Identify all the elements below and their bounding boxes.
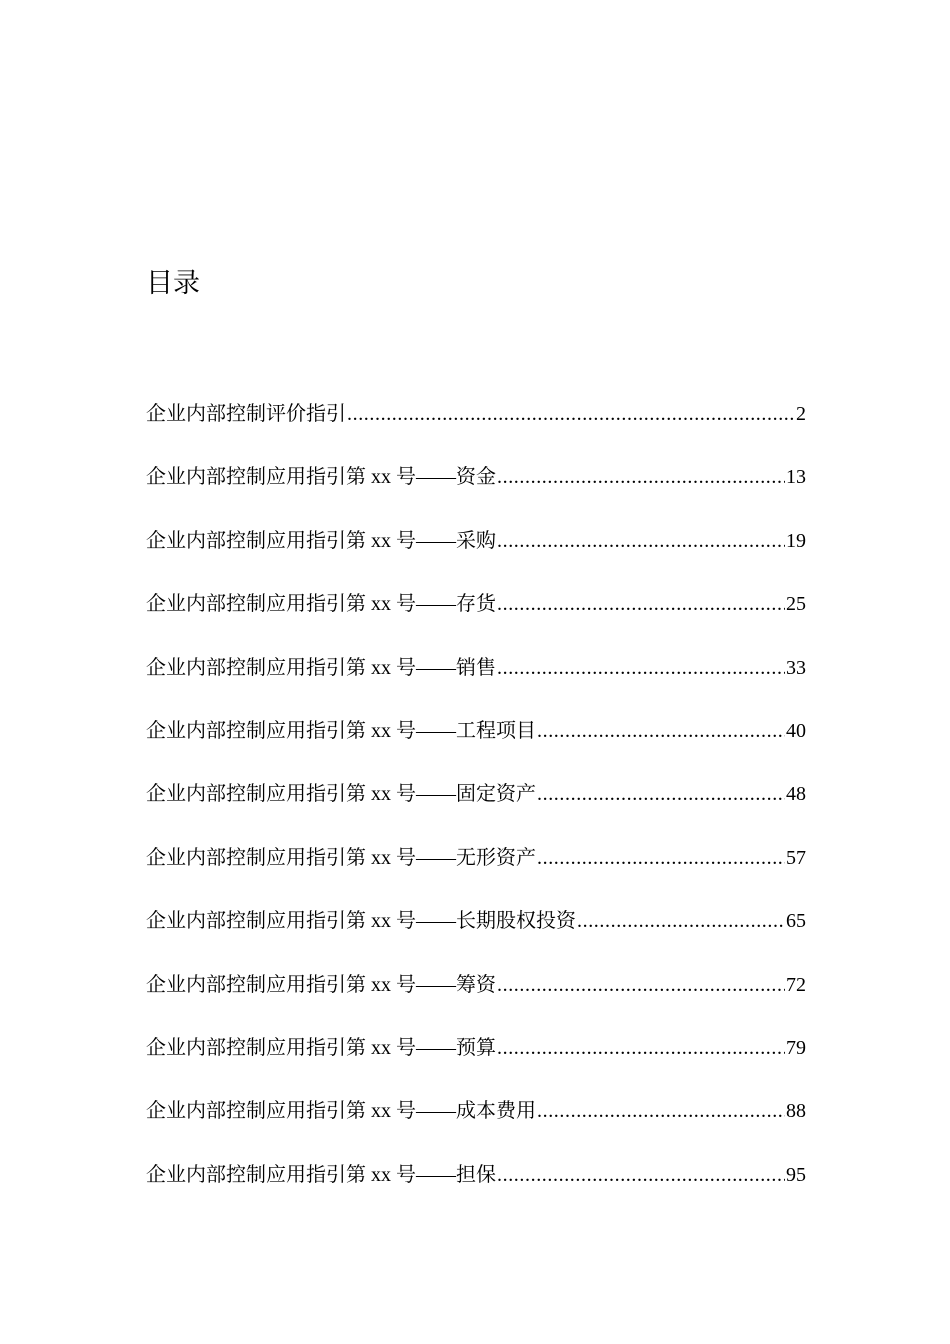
toc-entry-page: 25 <box>786 593 806 616</box>
toc-entry-page: 13 <box>786 466 806 489</box>
toc-entry-title: 企业内部控制应用指引第 xx 号——存货 <box>146 593 496 616</box>
dot-leader <box>537 840 785 876</box>
toc-entry-title: 企业内部控制应用指引第 xx 号——预算 <box>146 1036 496 1059</box>
toc-entry-page: 19 <box>786 529 806 552</box>
dot-leader <box>537 713 785 749</box>
toc-entry-page: 95 <box>786 1163 806 1186</box>
toc-entry-page: 2 <box>796 403 806 425</box>
toc-entry[interactable] <box>146 1157 806 1220</box>
toc-entry-page: 33 <box>786 656 806 679</box>
toc-entry[interactable] <box>146 1030 806 1093</box>
toc-entry[interactable] <box>146 903 806 966</box>
toc-entry[interactable] <box>146 650 806 713</box>
toc-entry[interactable] <box>146 586 806 649</box>
toc-entry-page: 72 <box>786 973 806 996</box>
toc-entry[interactable] <box>146 713 806 776</box>
dot-leader <box>497 459 785 495</box>
toc-entry-page: 48 <box>786 783 806 806</box>
toc-entry[interactable] <box>146 459 806 522</box>
toc-entry-page: 40 <box>786 719 806 742</box>
toc-entry[interactable] <box>146 523 806 586</box>
toc-entry-page: 79 <box>786 1036 806 1059</box>
dot-leader <box>577 903 785 939</box>
dot-leader <box>497 650 785 686</box>
dot-leader <box>497 523 785 559</box>
dot-leader <box>347 396 795 432</box>
toc-entry-title: 企业内部控制应用指引第 xx 号——采购 <box>146 529 496 552</box>
toc-entry-title: 企业内部控制应用指引第 xx 号——资金 <box>146 466 496 489</box>
toc-entry-title: 企业内部控制应用指引第 xx 号——成本费用 <box>146 1100 536 1123</box>
toc-list <box>146 396 806 1220</box>
toc-entry-title: 企业内部控制应用指引第 xx 号——无形资产 <box>146 846 536 869</box>
toc-entry-title: 企业内部控制应用指引第 xx 号——筹资 <box>146 973 496 996</box>
dot-leader <box>497 1157 785 1193</box>
toc-entry[interactable] <box>146 840 806 903</box>
toc-entry-page: 88 <box>786 1100 806 1123</box>
toc-entry-title: 企业内部控制应用指引第 xx 号——工程项目 <box>146 719 536 742</box>
toc-entry-title: 企业内部控制评价指引 <box>146 403 346 425</box>
toc-entry-title: 企业内部控制应用指引第 xx 号——销售 <box>146 656 496 679</box>
toc-entry[interactable] <box>146 1093 806 1156</box>
dot-leader <box>537 776 785 812</box>
dot-leader <box>537 1093 785 1129</box>
toc-entry-page: 65 <box>786 910 806 933</box>
dot-leader <box>497 1030 785 1066</box>
dot-leader <box>497 586 785 622</box>
toc-entry[interactable] <box>146 396 806 459</box>
toc-entry-title: 企业内部控制应用指引第 xx 号——担保 <box>146 1163 496 1186</box>
toc-entry-page: 57 <box>786 846 806 869</box>
toc-entry-title: 企业内部控制应用指引第 xx 号——长期股权投资 <box>146 910 576 933</box>
toc-entry[interactable] <box>146 967 806 1030</box>
toc-entry-title: 企业内部控制应用指引第 xx 号——固定资产 <box>146 783 536 806</box>
dot-leader <box>497 967 785 1003</box>
toc-title: 目录 <box>146 268 200 299</box>
toc-entry[interactable] <box>146 776 806 839</box>
